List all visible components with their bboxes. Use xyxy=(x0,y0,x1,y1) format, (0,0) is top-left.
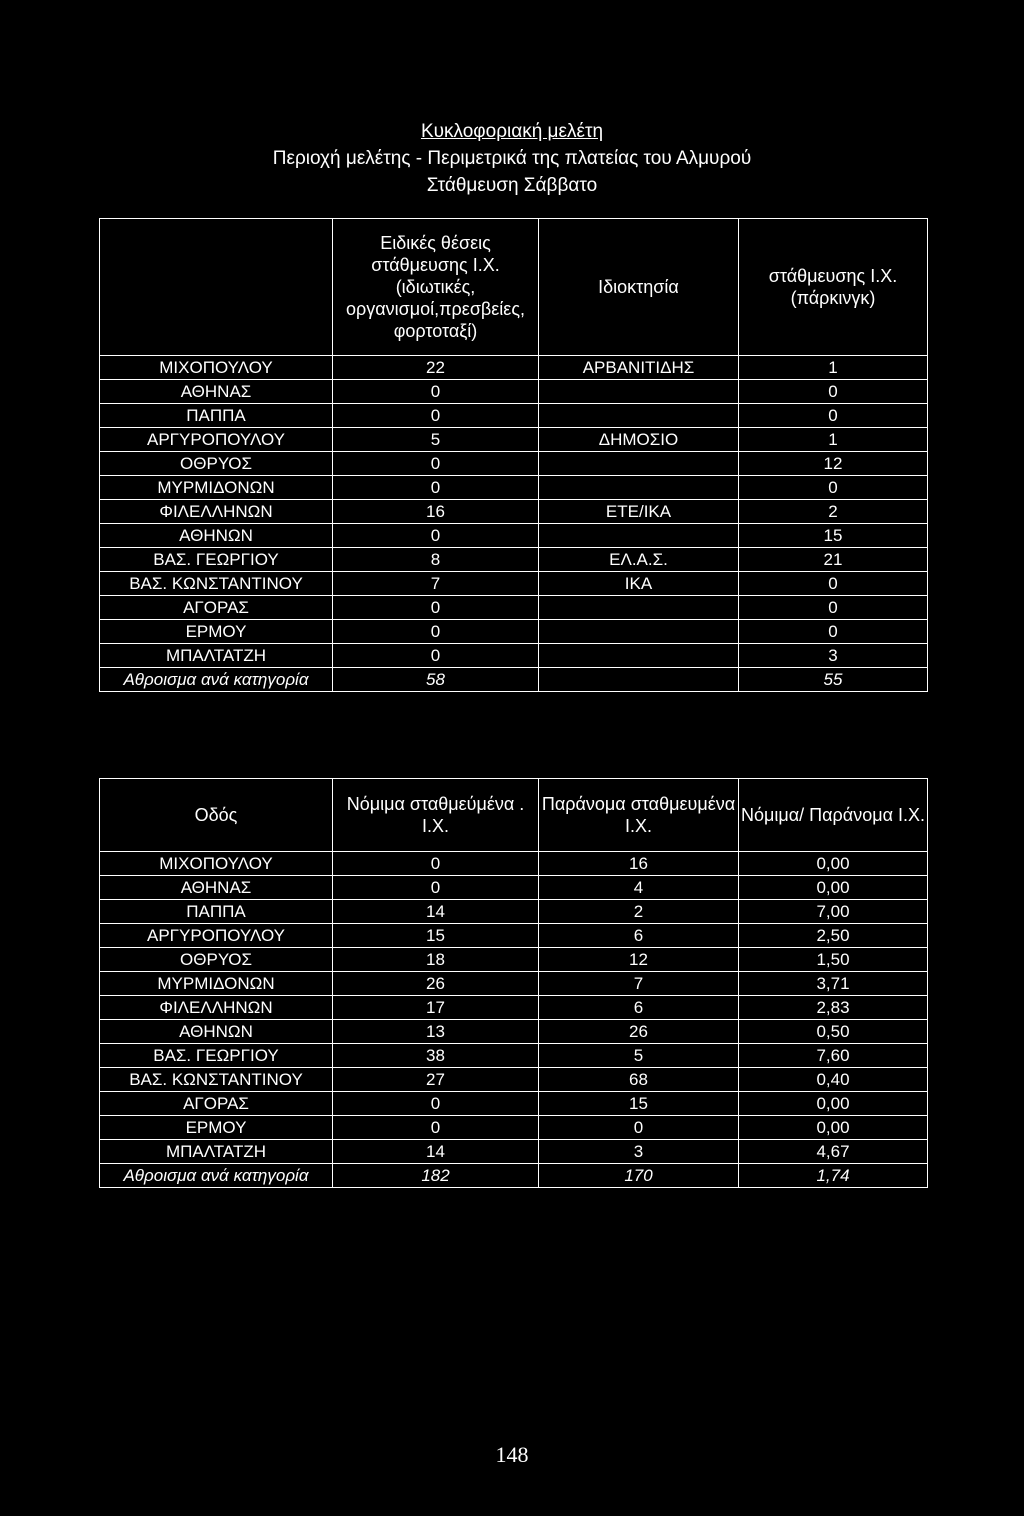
table-cell: 8 xyxy=(333,548,539,572)
table-cell: 18 xyxy=(333,948,539,972)
table-cell xyxy=(539,644,739,668)
total-cell: 58 xyxy=(333,668,539,692)
table-cell xyxy=(539,620,739,644)
table-cell: ΒΑΣ. ΓΕΩΡΓΙΟΥ xyxy=(100,1044,333,1068)
study-area-line: Περιοχή μελέτης - Περιμετρικά της πλατείας του Αλμυρού xyxy=(272,148,752,169)
table-row xyxy=(100,1020,928,1044)
header-cell: Παράνομα σταθμευμένα Ι.Χ. xyxy=(539,779,739,852)
table-cell: 2,50 xyxy=(739,924,928,948)
table-row xyxy=(100,524,928,548)
table-cell: ΕΡΜΟΥ xyxy=(100,620,333,644)
table-cell: ΒΑΣ. ΚΩΝΣΤΑΝΤΙΝΟΥ xyxy=(100,572,333,596)
page-number: 148 xyxy=(495,1442,529,1467)
table-row xyxy=(100,924,928,948)
table-cell: ΑΘΗΝΑΣ xyxy=(100,380,333,404)
total-cell: 55 xyxy=(739,668,928,692)
table-cell: 68 xyxy=(539,1068,739,1092)
table-cell: 0 xyxy=(333,876,539,900)
table-cell: ΜΥΡΜΙΔΟΝΩΝ xyxy=(100,972,333,996)
header-cell xyxy=(100,219,333,356)
table-cell xyxy=(539,476,739,500)
document-title: Κυκλοφοριακή μελέτη xyxy=(420,121,604,142)
table-cell: 4 xyxy=(539,876,739,900)
table-cell: 0,50 xyxy=(739,1020,928,1044)
table-row xyxy=(100,996,928,1020)
table-header-row xyxy=(100,219,928,356)
table-row xyxy=(100,380,928,404)
table-cell: ΦΙΛΕΛΛΗΝΩΝ xyxy=(100,500,333,524)
table-cell: 38 xyxy=(333,1044,539,1068)
table-cell: 0 xyxy=(739,404,928,428)
header-cell: Νόμιμα σταθμεύμένα . Ι.Χ. xyxy=(333,779,539,852)
table-cell: 0 xyxy=(333,476,539,500)
total-row xyxy=(100,1164,928,1188)
table-row xyxy=(100,596,928,620)
table-cell: 0 xyxy=(333,644,539,668)
table-row xyxy=(100,476,928,500)
table-cell: ΑΡΓΥΡΟΠΟΥΛΟΥ xyxy=(100,924,333,948)
legal-illegal-parking-table xyxy=(99,778,928,1188)
header-cell: Νόμιμα/ Παράνομα Ι.Χ. xyxy=(739,779,928,852)
table-cell: 22 xyxy=(333,356,539,380)
table-cell: 7,60 xyxy=(739,1044,928,1068)
table-cell: 0 xyxy=(333,1092,539,1116)
table-cell: 0 xyxy=(739,476,928,500)
table-cell: ΒΑΣ. ΚΩΝΣΤΑΝΤΙΝΟΥ xyxy=(100,1068,333,1092)
table-cell: 3 xyxy=(739,644,928,668)
table-cell: 0 xyxy=(333,524,539,548)
table-cell: 0 xyxy=(333,452,539,476)
table-cell: ΙΚΑ xyxy=(539,572,739,596)
table-cell: 6 xyxy=(539,924,739,948)
table-cell: 0 xyxy=(333,596,539,620)
table-cell: ΑΓΟΡΑΣ xyxy=(100,1092,333,1116)
table-cell xyxy=(539,452,739,476)
table-header-row xyxy=(100,779,928,852)
special-parking-table xyxy=(99,218,928,692)
table-cell: 26 xyxy=(539,1020,739,1044)
table-cell: 0 xyxy=(333,620,539,644)
table-cell: ΦΙΛΕΛΛΗΝΩΝ xyxy=(100,996,333,1020)
table-row xyxy=(100,1044,928,1068)
parking-day-line: Στάθμευση Σάββατο xyxy=(426,175,598,196)
table-cell: ΕΡΜΟΥ xyxy=(100,1116,333,1140)
header-cell: Ιδιοκτησία xyxy=(539,219,739,356)
table-cell: 7,00 xyxy=(739,900,928,924)
table-cell: ΑΘΗΝΩΝ xyxy=(100,1020,333,1044)
table-cell: 14 xyxy=(333,900,539,924)
table-row xyxy=(100,1116,928,1140)
table-cell: 3,71 xyxy=(739,972,928,996)
table-cell xyxy=(539,380,739,404)
total-row xyxy=(100,668,928,692)
table-cell: ΜΠΑΛΤΑΤΖΗ xyxy=(100,1140,333,1164)
header-cell: Ειδικές θέσεις στάθμευσης Ι.Χ. (ιδιωτικές, οργανισμοί,πρεσβείες, φορτοταξί) xyxy=(333,219,539,356)
table-cell: ΑΓΟΡΑΣ xyxy=(100,596,333,620)
table-cell: 0 xyxy=(539,1116,739,1140)
table-row xyxy=(100,404,928,428)
table-cell: 0 xyxy=(739,620,928,644)
table-row xyxy=(100,1068,928,1092)
table-cell: 0 xyxy=(333,404,539,428)
table-cell: 4,67 xyxy=(739,1140,928,1164)
table-cell: 0 xyxy=(739,380,928,404)
total-cell: 182 xyxy=(333,1164,539,1188)
table-row xyxy=(100,972,928,996)
table-cell: 7 xyxy=(539,972,739,996)
table-row xyxy=(100,900,928,924)
table-cell: 6 xyxy=(539,996,739,1020)
table-cell: 16 xyxy=(333,500,539,524)
table-cell: 2 xyxy=(739,500,928,524)
header-cell: στάθμευσης Ι.Χ. (πάρκινγκ) xyxy=(739,219,928,356)
table-cell xyxy=(539,596,739,620)
table-cell: 2,83 xyxy=(739,996,928,1020)
total-cell: 170 xyxy=(539,1164,739,1188)
table-cell: ΜΠΑΛΤΑΤΖΗ xyxy=(100,644,333,668)
table-cell: ΕΛ.Α.Σ. xyxy=(539,548,739,572)
document-header xyxy=(0,118,1024,199)
table-cell: 14 xyxy=(333,1140,539,1164)
table-cell: 1 xyxy=(739,428,928,452)
table-cell: 1 xyxy=(739,356,928,380)
table-cell: 12 xyxy=(539,948,739,972)
table-cell xyxy=(539,524,739,548)
table-cell: 3 xyxy=(539,1140,739,1164)
total-cell xyxy=(539,668,739,692)
total-cell: 1,74 xyxy=(739,1164,928,1188)
table-cell: 12 xyxy=(739,452,928,476)
table-cell: 13 xyxy=(333,1020,539,1044)
table-cell: 26 xyxy=(333,972,539,996)
table-cell: 0 xyxy=(333,1116,539,1140)
table-cell xyxy=(539,404,739,428)
table-cell: ΠΑΠΠΑ xyxy=(100,900,333,924)
table-row xyxy=(100,1140,928,1164)
table-cell: 15 xyxy=(539,1092,739,1116)
table-cell: ΟΘΡΥΟΣ xyxy=(100,452,333,476)
table-cell: ΜΙΧΟΠΟΥΛΟΥ xyxy=(100,356,333,380)
table-cell: 21 xyxy=(739,548,928,572)
table-cell: ΜΥΡΜΙΔΟΝΩΝ xyxy=(100,476,333,500)
table-cell: 2 xyxy=(539,900,739,924)
table-row xyxy=(100,572,928,596)
table-cell: ΔΗΜΟΣΙΟ xyxy=(539,428,739,452)
table-cell: 0,00 xyxy=(739,1092,928,1116)
table-cell: ΟΘΡΥΟΣ xyxy=(100,948,333,972)
table-row xyxy=(100,1092,928,1116)
table-cell: 0 xyxy=(333,380,539,404)
table-cell: 0,00 xyxy=(739,1116,928,1140)
table-row xyxy=(100,548,928,572)
table-row xyxy=(100,428,928,452)
table-row xyxy=(100,644,928,668)
table-cell: 17 xyxy=(333,996,539,1020)
table-row xyxy=(100,500,928,524)
table-cell: 0,00 xyxy=(739,876,928,900)
table-row xyxy=(100,876,928,900)
table-row xyxy=(100,948,928,972)
table-cell: 27 xyxy=(333,1068,539,1092)
total-cell: Αθροισμα ανά κατηγορία xyxy=(100,1164,333,1188)
table-cell: 1,50 xyxy=(739,948,928,972)
table-cell: 0 xyxy=(333,852,539,876)
table-cell: 15 xyxy=(333,924,539,948)
table-cell: ΑΡΒΑΝΙΤΙΔΗΣ xyxy=(539,356,739,380)
table-cell: 5 xyxy=(333,428,539,452)
table-cell: 0,00 xyxy=(739,852,928,876)
table-cell: 0 xyxy=(739,596,928,620)
table-cell: 7 xyxy=(333,572,539,596)
table-cell: ΑΘΗΝΑΣ xyxy=(100,876,333,900)
table-cell: ΠΑΠΠΑ xyxy=(100,404,333,428)
table-cell: ΑΡΓΥΡΟΠΟΥΛΟΥ xyxy=(100,428,333,452)
table-cell: 5 xyxy=(539,1044,739,1068)
table-cell: 0 xyxy=(739,572,928,596)
table-cell: 0,40 xyxy=(739,1068,928,1092)
header-cell: Οδός xyxy=(100,779,333,852)
table-cell: ΑΘΗΝΩΝ xyxy=(100,524,333,548)
table-row xyxy=(100,852,928,876)
table-row xyxy=(100,452,928,476)
table-row xyxy=(100,356,928,380)
total-cell: Αθροισμα ανά κατηγορία xyxy=(100,668,333,692)
table-cell: 15 xyxy=(739,524,928,548)
table-cell: ΕΤΕ/ΙΚΑ xyxy=(539,500,739,524)
table-cell: ΒΑΣ. ΓΕΩΡΓΙΟΥ xyxy=(100,548,333,572)
table-cell: 16 xyxy=(539,852,739,876)
table-row xyxy=(100,620,928,644)
table-cell: ΜΙΧΟΠΟΥΛΟΥ xyxy=(100,852,333,876)
